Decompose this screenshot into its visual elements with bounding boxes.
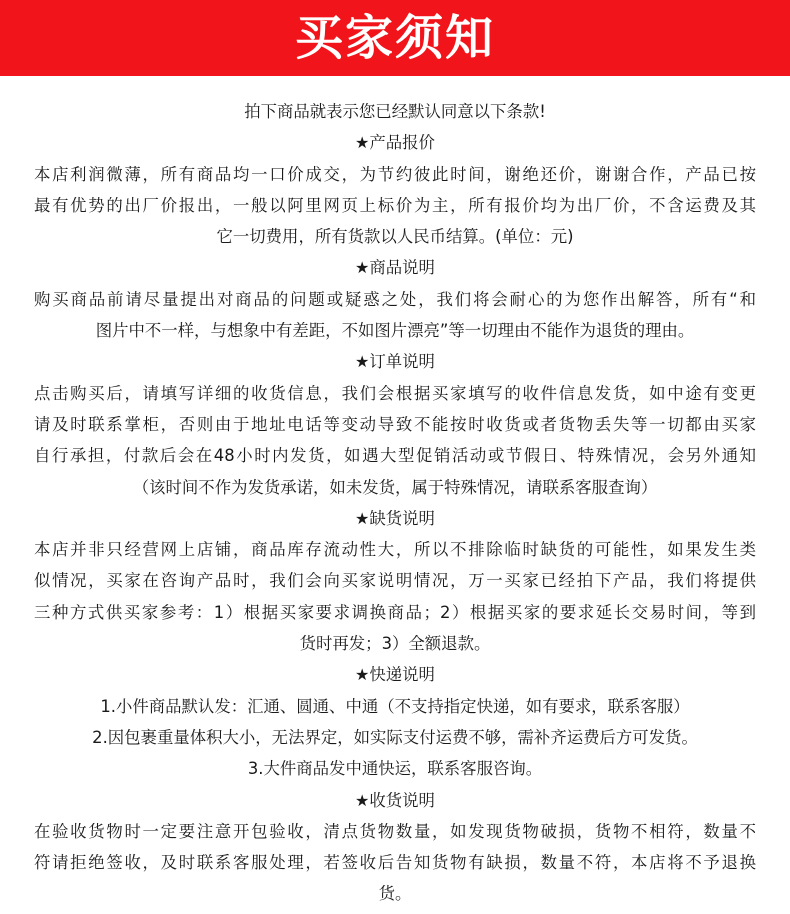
section-line: 似情况，买家在咨询产品时，我们会向买家说明情况，万一买家已经拍下产品，我们将提供	[34, 571, 756, 591]
section-heading-product: ★商品说明	[355, 258, 435, 278]
section-line: 三种方式供买家参考：1）根据买家要求调换商品；2）根据买家的要求延长交易时间，等到	[34, 602, 756, 622]
section-line: 本店并非只经营网上店铺，商品库存流动性大，所以不排除临时缺货的可能性，如果发生类	[34, 540, 756, 560]
section-line: 自行承担，付款后会在48小时内发货，如遇大型促销活动或节假日、特殊情况，会另外通知	[34, 446, 756, 466]
section-line: 点击购买后，请填写详细的收货信息，我们会根据买家填写的收件信息发货，如中途有变更	[34, 383, 756, 403]
section-line: 符请拒绝签收，及时联系客服处理，若签收后告知货物有缺损，数量不符，本店将不予退换	[34, 853, 756, 873]
section-heading-stockout: ★缺货说明	[355, 508, 435, 528]
section-line: 2.因包裹重量体积大小，无法界定，如实际支付运费不够，需补齐运费后方可发货。	[92, 727, 698, 747]
page-title: 买家须知	[294, 10, 495, 66]
section-heading-shipping: ★快递说明	[355, 665, 435, 685]
section-line: 它一切费用，所有货款以人民币结算。(单位：元)	[216, 227, 574, 247]
section-heading-receiving: ★收货说明	[355, 790, 435, 810]
star-icon: ★	[355, 352, 370, 372]
star-icon: ★	[355, 665, 370, 685]
section-heading-pricing: ★产品报价	[355, 133, 435, 153]
section-line: 图片中不一样，与想象中有差距，不如图片漂亮”等一切理由不能作为退货的理由。	[95, 321, 695, 341]
section-line: 本店利润微薄，所有商品均一口价成交，为节约彼此时间，谢绝还价，谢谢合作，产品已按	[34, 164, 756, 184]
star-icon: ★	[355, 133, 370, 153]
star-icon: ★	[355, 258, 370, 278]
section-line: 在验收货物时一定要注意开包验收，清点货物数量，如发现货物破损，货物不相符，数量不	[34, 821, 756, 841]
section-line: 购买商品前请尽量提出对商品的问题或疑惑之处，我们将会耐心的为您作出解答，所有“和	[34, 289, 756, 309]
star-icon: ★	[355, 790, 370, 810]
section-line: 请及时联系掌柜，否则由于地址电话等变动导致不能按时收货或者货物丢失等一切都由买家	[34, 414, 756, 434]
section-heading-order: ★订单说明	[355, 352, 435, 372]
section-line: 最有优势的出厂价报出，一般以阿里网页上标价为主，所有报价均为出厂价，不含运费及其	[34, 195, 756, 215]
section-line: 3.大件商品发中通快运，联系客服咨询。	[247, 759, 543, 779]
section-line: 货。	[378, 884, 412, 904]
notice-body	[34, 96, 756, 910]
section-line: 1.小件商品默认发：汇通、圆通、中通（不支持指定快递，如有要求，联系客服）	[100, 696, 690, 716]
section-line: （该时间不作为发货承诺，如未发货，属于特殊情况，请联系客服查询）	[132, 477, 658, 497]
intro-text: 拍下商品就表示您已经默认同意以下条款!	[244, 102, 546, 121]
section-line: 货时再发；3）全额退款。	[299, 634, 491, 654]
star-icon: ★	[355, 508, 370, 528]
